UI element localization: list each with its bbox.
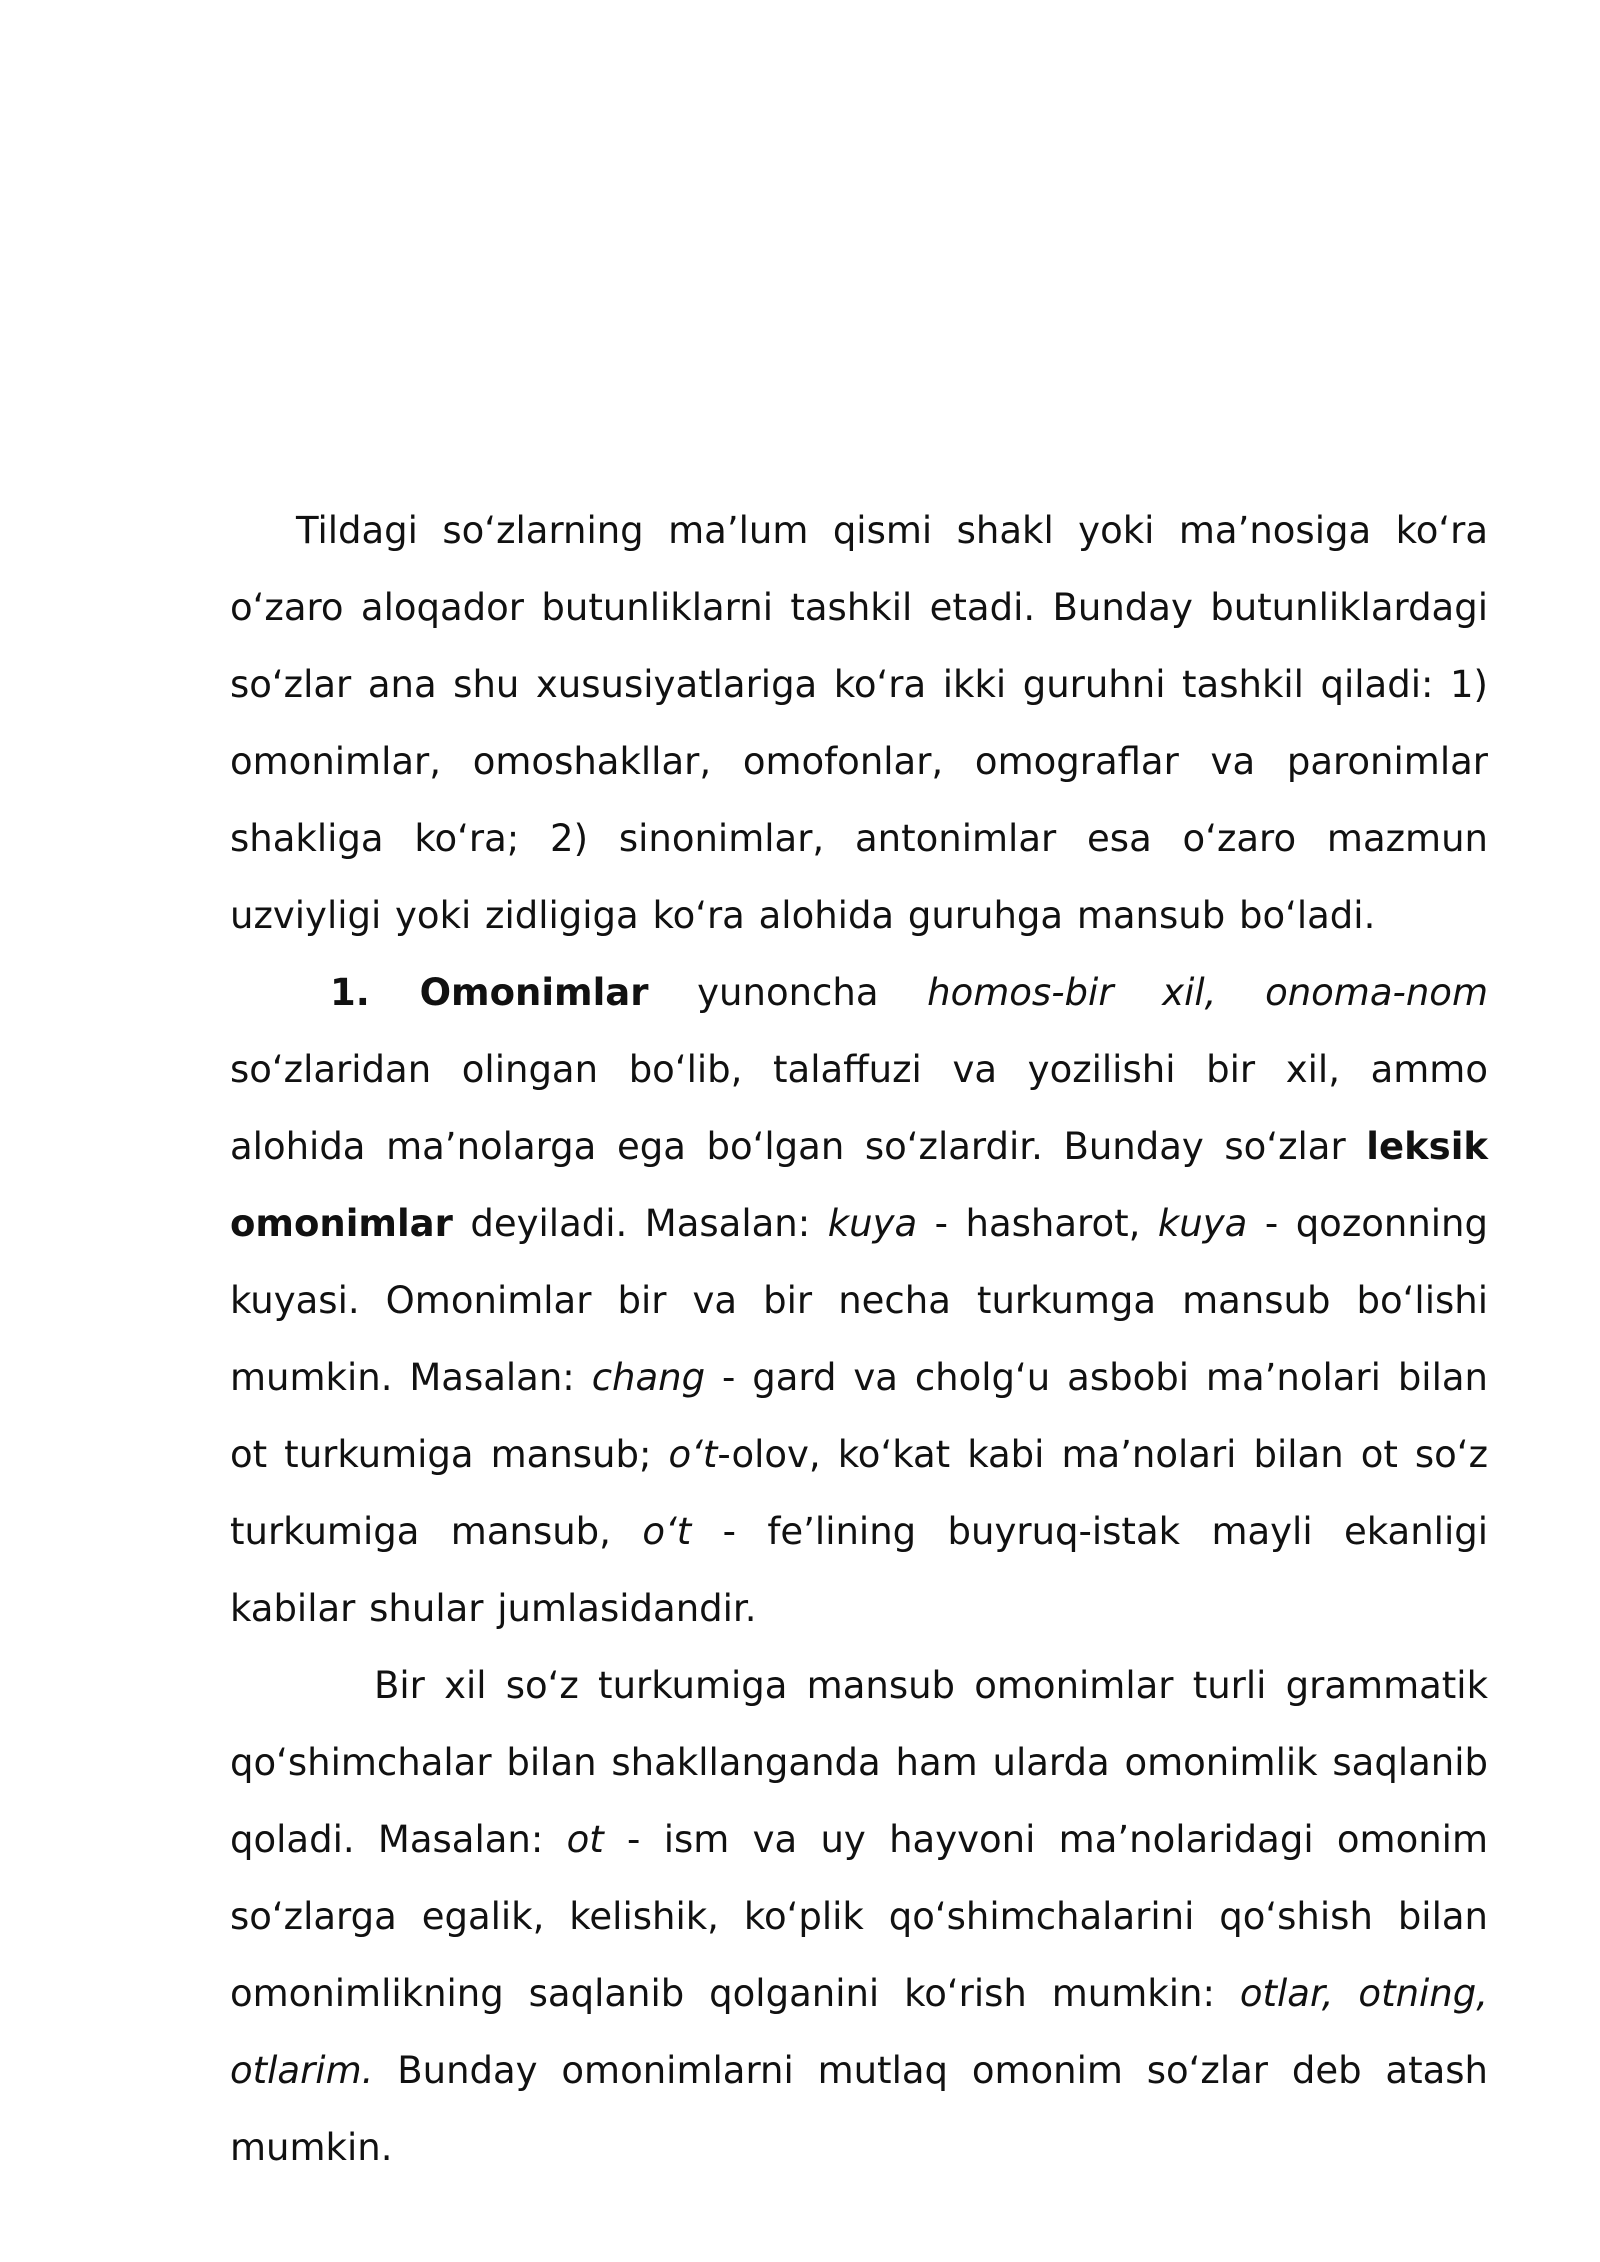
example-word: o‘t — [668, 1433, 718, 1476]
text-run: - qozonning kuyasi. Omonimlar bir va bir necha turkumga mansub bo‘lishi mumkin. Masalan: — [230, 1202, 1488, 1399]
text-run: deyiladi. Masalan: — [452, 1202, 828, 1245]
example-word: chang — [591, 1356, 706, 1399]
text-run: yunoncha — [648, 971, 928, 1014]
example-words-list: otlar, otning, otlarim. — [230, 1972, 1489, 2092]
text-run: Tildagi so‘zlarning ma’lum qismi shakl yoki ma’nosiga ko‘ra o‘zaro aloqador butunliklarni tashkil etadi. Bunday butunliklardagi so‘zlar ana shu xususiyatlariga ko‘ra ikki guruhni tashkil qiladi: 1) omonimlar, omoshakllar, omofonlar, omograflar va paronimlar shakliga ko‘ra; 2) sinonimlar, antonimlar esa o‘zaro mazmun uzviyligi yoki zidligiga ko‘ra alohida guruhga mansub bo‘ladi. — [230, 509, 1488, 937]
text-run: so‘zlaridan olingan bo‘lib, talaffuzi va yozilishi bir xil, ammo alohida ma’nolarga ega bo‘lgan so‘zlardir. Bunday so‘zlar — [230, 1048, 1488, 1168]
text-run: Bunday omonimlarni mutlaq omonim so‘zlar deb atash mumkin. — [230, 2049, 1488, 2169]
term-etymology: homos-bir xil, onoma-nom — [927, 971, 1488, 1014]
text-run: - ism va uy hayvoni ma’nolaridagi omonim so‘zlarga egalik, kelishik, ko‘plik qo‘shimchalarini qo‘shish bilan omonimlikning saqlanib qolganini ko‘rish mumkin: — [230, 1818, 1488, 2015]
text-run: - gard va cholg‘u asbobi ma’nolari bilan ot turkumiga mansub; — [230, 1356, 1488, 1476]
paragraph-grammatical-omonimlar — [230, 1647, 1488, 2186]
section-heading-omonimlar: 1. Omonimlar — [330, 971, 649, 1014]
example-word: o‘t — [642, 1510, 692, 1553]
paragraph-intro — [230, 492, 1488, 954]
example-word: kuya — [1157, 1202, 1248, 1245]
text-run: -olov, ko‘kat kabi ma’nolari bilan ot so‘z turkumiga mansub, — [230, 1433, 1488, 1553]
example-word: kuya — [827, 1202, 918, 1245]
example-word: ot — [566, 1818, 604, 1861]
text-run: Bir xil so‘z turkumiga mansub omonimlar turli grammatik qo‘shimchalar bilan shakllanganda ham ularda omonimlik saqlanib qoladi. Masalan: — [230, 1664, 1488, 1861]
paragraph-omonimlar-definition — [230, 954, 1488, 1647]
document-body — [230, 492, 1488, 2186]
text-run: - fe’lining buyruq-istak mayli ekanligi kabilar shular jumlasidandir. — [230, 1510, 1488, 1630]
text-run: - hasharot, — [917, 1202, 1158, 1245]
term-leksik-omonimlar: leksik omonimlar — [230, 1125, 1488, 1245]
